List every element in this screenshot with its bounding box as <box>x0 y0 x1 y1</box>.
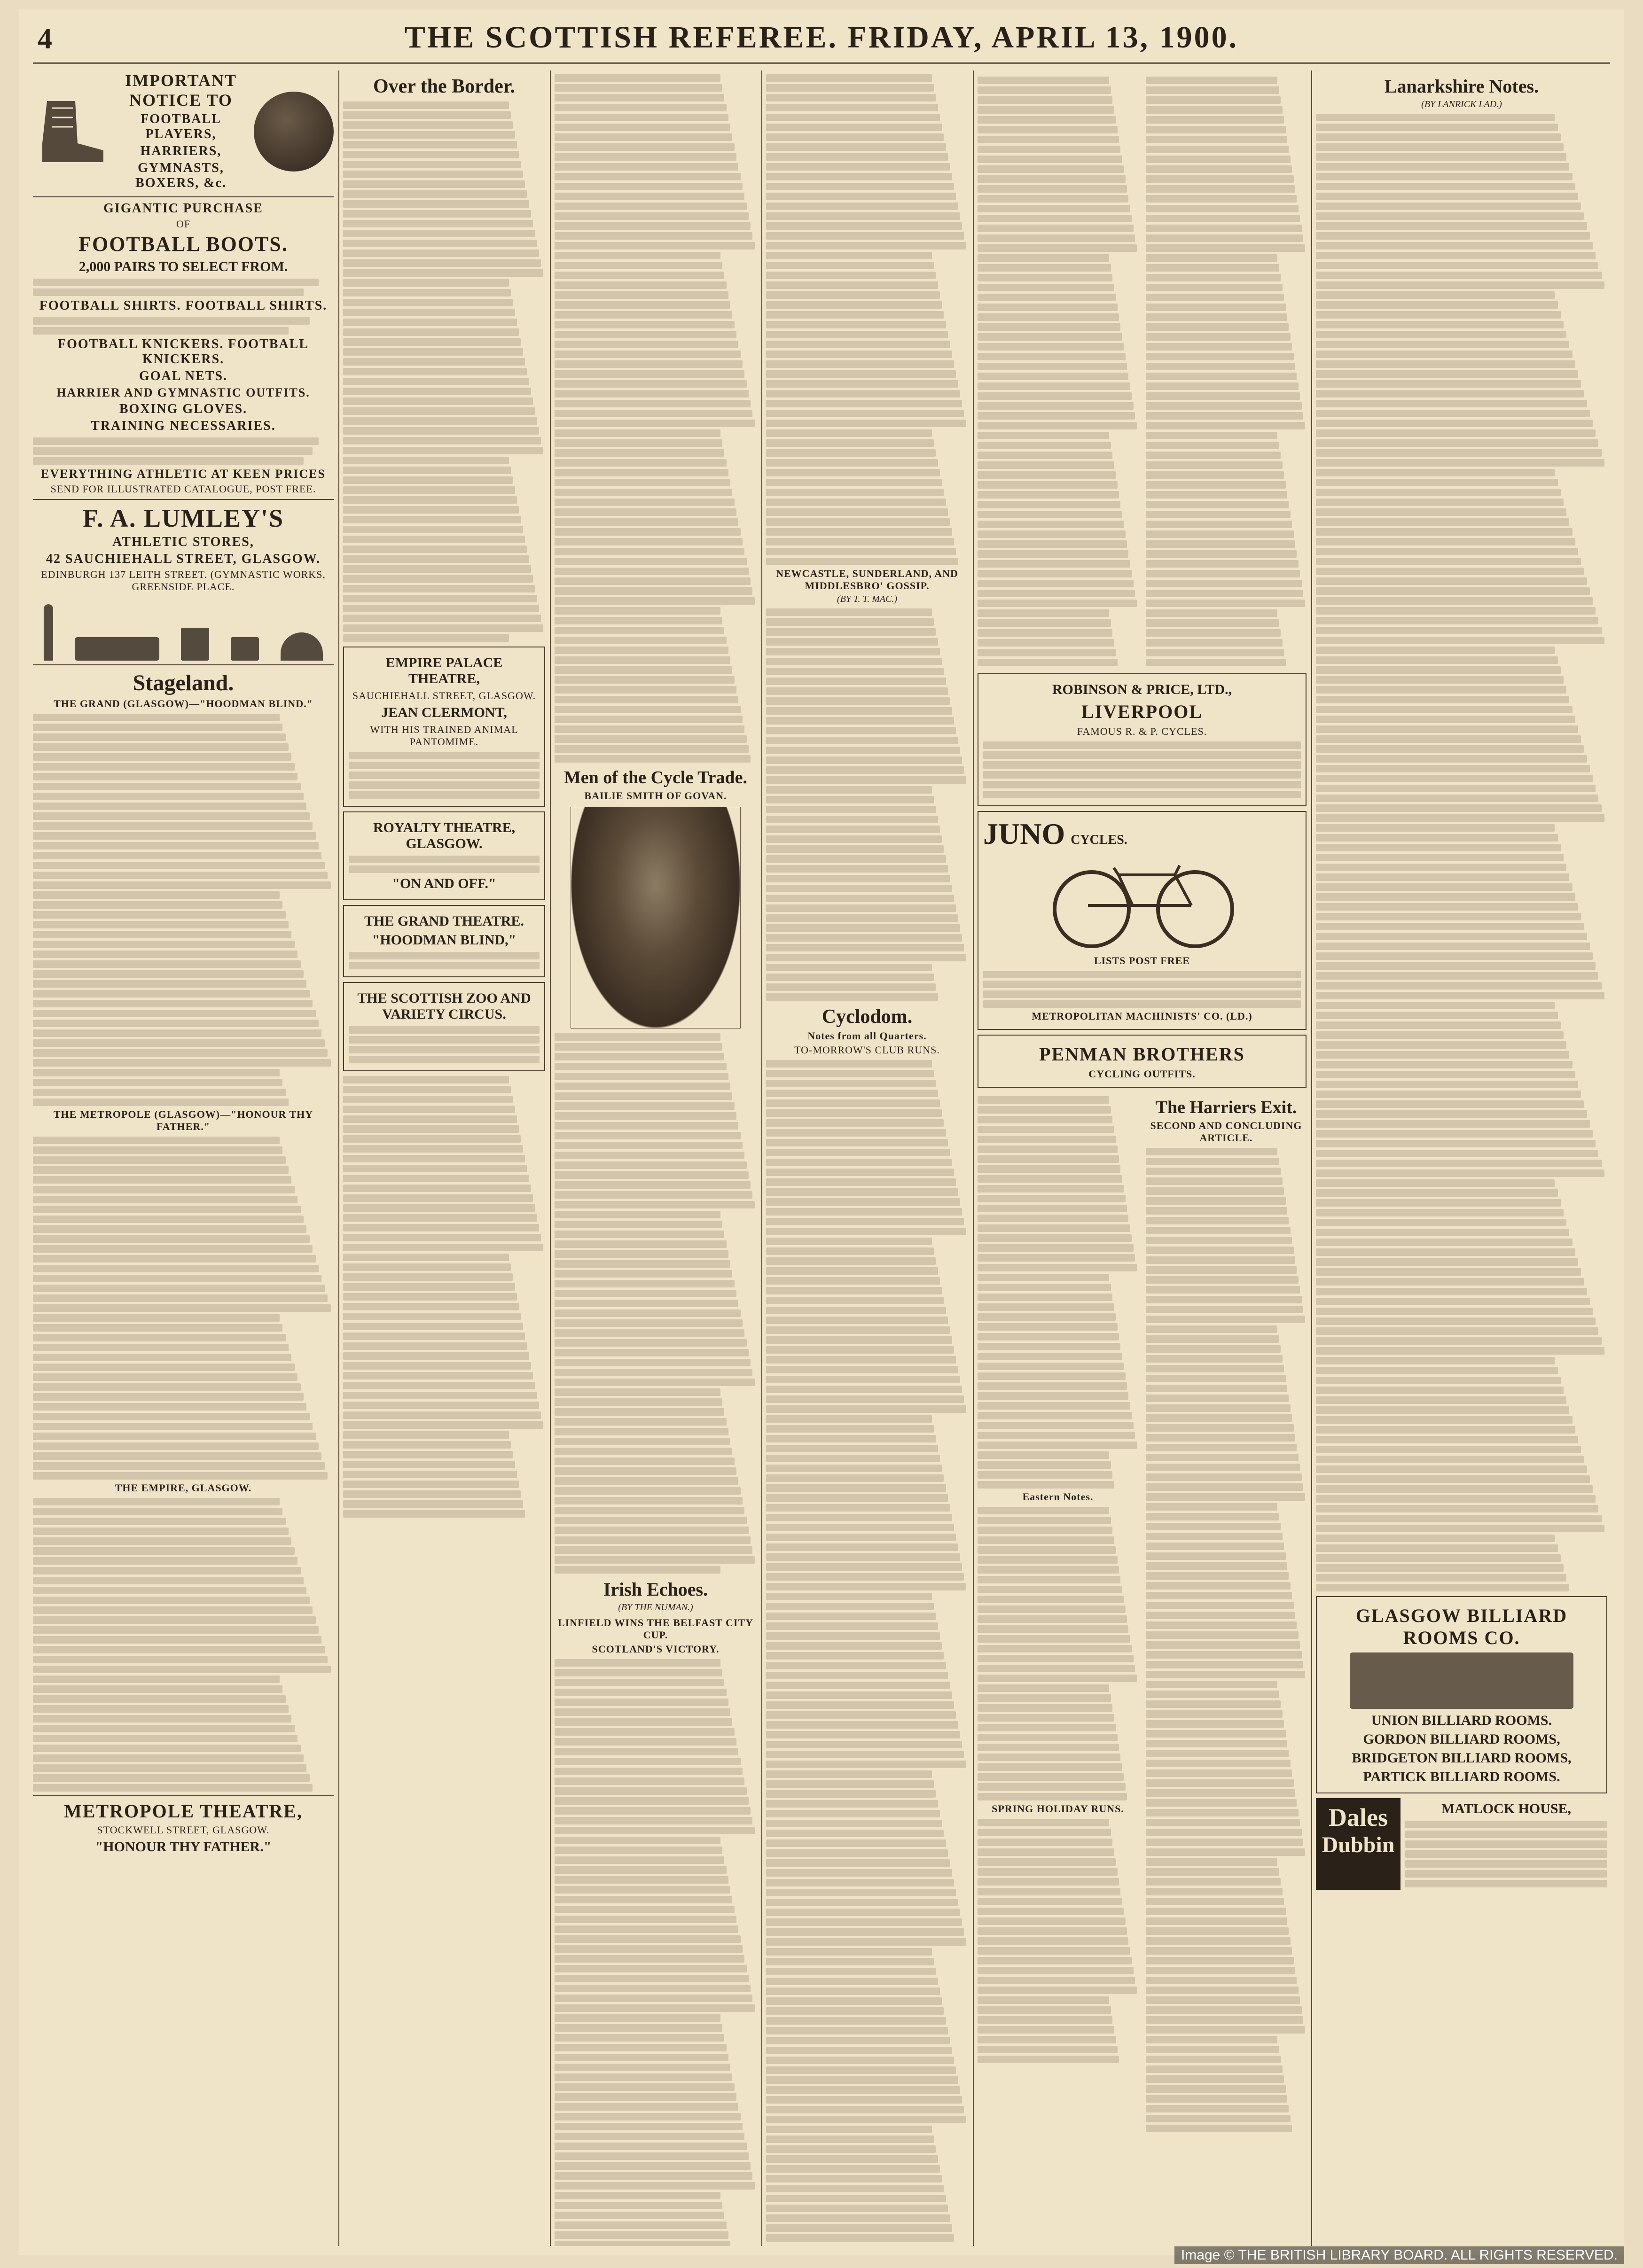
newcastle-byline: (BY T. T. MAC.) <box>837 594 898 604</box>
juno-tag: CYCLES. <box>1071 833 1127 847</box>
body-text-lines <box>33 1137 334 1480</box>
royalty-advert <box>343 811 545 900</box>
column-2 <box>343 70 545 2246</box>
body-text-lines <box>33 1498 334 1792</box>
training-line: TRAINING NECESSARIES. <box>91 419 276 433</box>
robinson-city: LIVERPOOL <box>1081 701 1203 722</box>
body-text-lines <box>978 1819 1138 2063</box>
notice-line: FOOTBALL PLAYERS, <box>141 112 221 141</box>
equipment-illustration <box>33 595 334 661</box>
stageland-sub: THE GRAND (GLASGOW)—"HOODMAN BLIND." <box>54 698 313 709</box>
billiard-title: GLASGOW BILLIARD ROOMS CO. <box>1355 1605 1568 1648</box>
empire-title: EMPIRE PALACE THEATRE, <box>385 655 503 686</box>
robinson-title: ROBINSON & PRICE, LTD., <box>1052 682 1232 697</box>
column-4 <box>766 70 968 2246</box>
juno-postfree: LISTS POST FREE <box>1094 955 1190 966</box>
penman-advert <box>978 1035 1307 1088</box>
firm-name: F. A. LUMLEY'S <box>82 504 284 532</box>
empire-line2: WITH HIS TRAINED ANIMAL PANTOMIME. <box>370 724 518 748</box>
cyclodom-heading: Cyclodom. <box>822 1006 913 1028</box>
dubbin-label: Dubbin <box>1322 1832 1395 1857</box>
harrier-line: HARRIER AND GYMNASTIC OUTFITS. <box>56 386 310 399</box>
metropole-address: STOCKWELL STREET, GLASGOW. <box>97 1824 270 1836</box>
body-text-lines <box>343 101 545 642</box>
border-heading: Over the Border. <box>373 76 516 97</box>
billiard-table-illustration <box>1350 1652 1574 1709</box>
robinson-advert <box>978 673 1307 806</box>
notice-line: GYMNASTS, BOXERS, &c. <box>135 161 227 190</box>
body-text-lines <box>766 608 968 1001</box>
newcastle-sub: NEWCASTLE, SUNDERLAND, AND MIDDLESBRO' GOSSIP. <box>776 568 958 592</box>
harriers-sub: SECOND AND CONCLUDING ARTICLE. <box>1150 1120 1302 1144</box>
body-text-lines <box>555 1659 757 2246</box>
zoo-title: THE SCOTTISH ZOO AND VARIETY CIRCUS. <box>357 990 531 1022</box>
body-text-lines <box>343 1076 545 1518</box>
robinson-sub: FAMOUS R. & P. CYCLES. <box>1077 725 1207 737</box>
cyclodom-sub: Notes from all Quarters. <box>807 1030 927 1042</box>
bicycle-illustration <box>1043 856 1241 950</box>
column-6 <box>1316 70 1607 2246</box>
matlock-title: MATLOCK HOUSE, <box>1441 1801 1572 1816</box>
billiard-room: BRIDGETON BILLIARD ROOMS, <box>1352 1750 1572 1766</box>
shirts-line: FOOTBALL SHIRTS. FOOTBALL SHIRTS. <box>39 298 328 313</box>
catalogue-line: SEND FOR ILLUSTRATED CATALOGUE, POST FREE. <box>50 483 316 495</box>
billiard-room: GORDON BILLIARD ROOMS, <box>1363 1731 1560 1747</box>
juno-advert <box>978 811 1307 1030</box>
men-sub: BAILIE SMITH OF GOVAN. <box>584 790 727 802</box>
empire-sub: THE EMPIRE, GLASGOW. <box>115 1482 252 1494</box>
notice-title: IMPORTANT NOTICE TO <box>125 71 237 109</box>
football-boots: FOOTBALL BOOTS. <box>78 233 288 256</box>
boxing-gloves: BOXING GLOVES. <box>119 402 248 416</box>
column-rule <box>1311 70 1312 2246</box>
body-text-lines <box>766 74 968 565</box>
pairs-line: 2,000 PAIRS TO SELECT FROM. <box>78 259 288 274</box>
dales-label: Dales <box>1329 1803 1388 1832</box>
gigantic-purchase: GIGANTIC PURCHASE <box>103 201 263 216</box>
billiard-advert <box>1316 1596 1607 1793</box>
of-label: OF <box>176 218 191 230</box>
penman-title: PENMAN BROTHERS <box>1039 1044 1245 1065</box>
grand-advert <box>343 905 545 977</box>
body-text-lines <box>978 1096 1138 1489</box>
metropole-play: "HONOUR THY FATHER." <box>95 1839 272 1855</box>
lanark-byline: (BY LANRICK LAD.) <box>1421 99 1502 109</box>
body-text-lines <box>555 1033 757 1574</box>
body-text-lines <box>33 714 334 1106</box>
billiard-room: UNION BILLIARD ROOMS. <box>1371 1713 1552 1728</box>
header-rule <box>33 62 1610 64</box>
image-credit: Image © THE BRITISH LIBRARY BOARD. ALL RIGHTS RESERVED. <box>1174 2246 1624 2264</box>
juno-maker: METROPOLITAN MACHINISTS' CO. (LD.) <box>1032 1010 1252 1022</box>
stageland-section <box>33 670 334 1855</box>
body-text-lines <box>555 74 757 763</box>
goal-nets: GOAL NETS. <box>139 369 228 383</box>
boot-illustration <box>33 92 108 171</box>
column-3 <box>555 70 757 2246</box>
harriers-heading: The Harriers Exit. <box>1155 1098 1297 1117</box>
scotland-sub: SCOTLAND'S VICTORY. <box>592 1643 720 1655</box>
page-number: 4 <box>38 23 52 55</box>
metropole-title: METROPOLE THEATRE, <box>64 1800 303 1822</box>
body-text-lines <box>978 74 1138 669</box>
column-rule <box>338 70 339 2246</box>
everything-line: EVERYTHING ATHLETIC AT KEEN PRICES <box>40 467 326 481</box>
eastern-heading: Eastern Notes. <box>1022 1491 1094 1503</box>
spring-runs: SPRING HOLIDAY RUNS. <box>992 1803 1124 1815</box>
empire-line1: JEAN CLERMONT, <box>381 705 507 720</box>
grand-show: "HOODMAN BLIND," <box>372 932 516 948</box>
metropole-sub: THE METROPOLE (GLASGOW)—"HONOUR THY FATHER." <box>53 1108 313 1132</box>
body-text-lines <box>1146 74 1307 669</box>
zoo-advert <box>343 982 545 1071</box>
stageland-heading: Stageland. <box>133 670 234 695</box>
knickers-line: FOOTBALL KNICKERS. FOOTBALL KNICKERS. <box>58 337 309 366</box>
column-rule <box>550 70 551 2246</box>
column-rule <box>761 70 762 2246</box>
football-illustration <box>254 92 334 171</box>
dales-dubbin-logo <box>1316 1798 1400 1890</box>
irish-heading: Irish Echoes. <box>603 1579 708 1600</box>
stores-line: ATHLETIC STORES, <box>112 535 254 549</box>
lanark-heading: Lanarkshire Notes. <box>1384 76 1539 97</box>
royalty-title: ROYALTY THEATRE, GLASGOW. <box>373 820 516 851</box>
irish-sub: LINFIELD WINS THE BELFAST CITY CUP. <box>558 1617 753 1641</box>
irish-byline: (BY THE NUMAN.) <box>618 1602 693 1613</box>
column-rule <box>973 70 974 2246</box>
lumley-advert <box>33 70 334 665</box>
body-text-lines <box>1316 114 1607 1591</box>
portrait-illustration <box>571 807 741 1029</box>
penman-sub: CYCLING OUTFITS. <box>1088 1068 1196 1080</box>
page-header <box>19 9 1624 66</box>
club-runs: TO-MORROW'S CLUB RUNS. <box>794 1044 940 1056</box>
men-heading: Men of the Cycle Trade. <box>563 768 748 787</box>
empire-advert <box>343 647 545 807</box>
grand-title: THE GRAND THEATRE. <box>364 913 524 929</box>
column-1 <box>33 70 334 2246</box>
notice-line: HARRIERS, <box>140 144 222 158</box>
edinburgh-line: EDINBURGH 137 LEITH STREET. (GYMNASTIC WORKS, GREENSIDE PLACE. <box>41 569 326 592</box>
juno-brand: JUNO <box>983 817 1065 850</box>
newspaper-page <box>19 9 1624 2255</box>
masthead-title: THE SCOTTISH REFEREE. FRIDAY, APRIL 13, 1900. <box>404 20 1239 55</box>
empire-address: SAUCHIEHALL STREET, GLASGOW. <box>352 690 536 701</box>
column-5 <box>978 70 1307 2246</box>
body-text-lines <box>1146 1148 1307 2132</box>
body-text-lines <box>766 1060 968 2242</box>
royalty-show: "ON AND OFF." <box>392 876 496 891</box>
billiard-room: PARTICK BILLIARD ROOMS. <box>1363 1769 1560 1785</box>
body-text-lines <box>978 1507 1138 1800</box>
address-line: 42 SAUCHIEHALL STREET, GLASGOW. <box>46 552 321 566</box>
